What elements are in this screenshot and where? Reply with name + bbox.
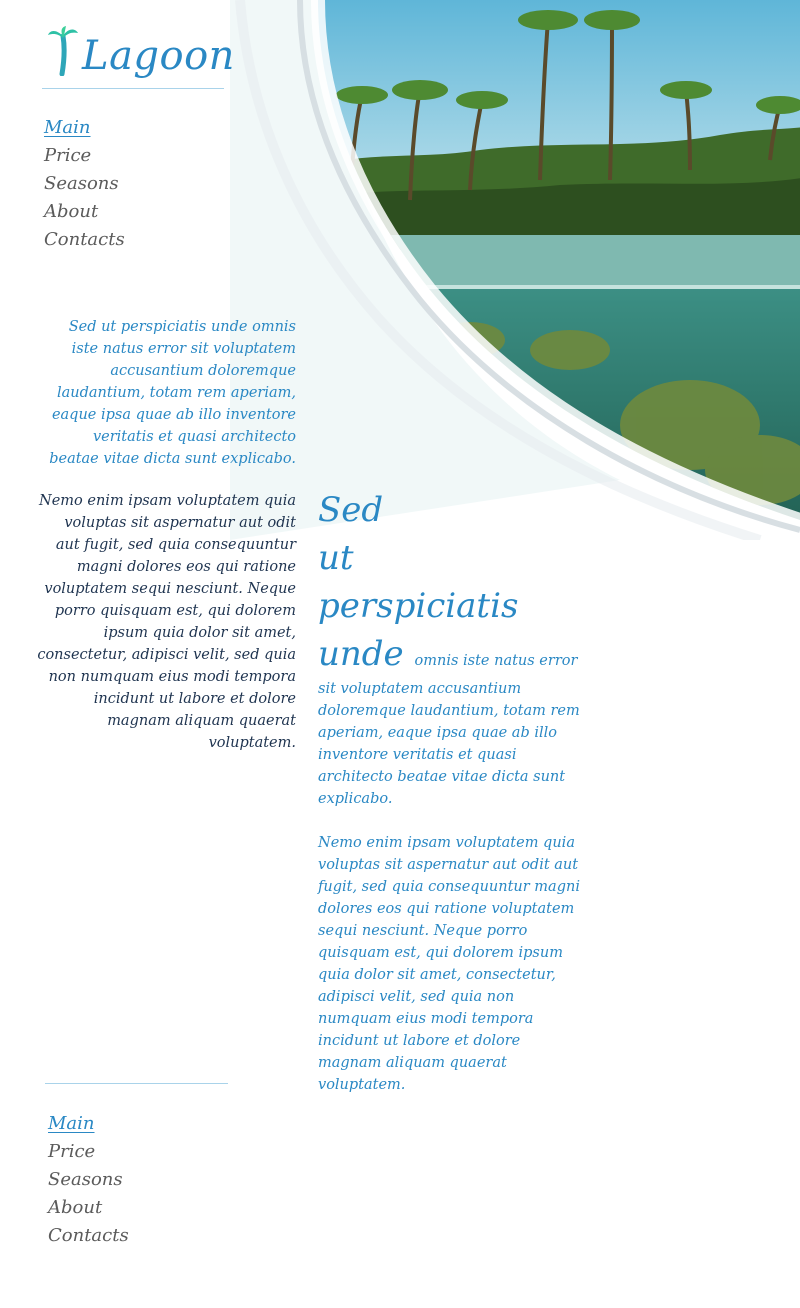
footer-divider: [45, 1083, 228, 1084]
brand-name: Lagoon: [82, 33, 235, 79]
left-column-text: Nemo enim ipsam voluptatem quia voluptas sit aspernatur aut odit aut fugit, sed quia consequuntur magni dolores eos qui ratione voluptatem sequi nesciunt. Neque porro quisquam est, qui dolorem ipsum quia dolor sit amet, consectetur, adipisci velit, sed quia non numquam eius modi tempora incidunt ut labore et dolore magnam aliquam quaerat voluptatem.: [37, 493, 296, 751]
header-divider: [42, 88, 224, 89]
palm-tree-icon: [46, 26, 80, 76]
article-lead: omnis iste natus error sit voluptatem accusantium doloremque laudantium, totam rem aperiam, eaque ipsa quae ab illo inventore veritatis et quasi architecto beatae vitae dicta sunt explicabo.: [318, 653, 580, 807]
top-navigation: [44, 114, 125, 254]
nav-item-contacts[interactable]: Contacts: [44, 229, 125, 250]
footer-nav-item-contacts[interactable]: Contacts: [48, 1225, 129, 1246]
footer-nav-item-price[interactable]: Price: [48, 1141, 96, 1162]
footer-nav-item-main[interactable]: Main: [48, 1113, 95, 1134]
article-paragraph: Nemo enim ipsam voluptatem quia voluptas sit aspernatur aut odit aut fugit, sed quia consequuntur magni dolores eos qui ratione voluptatem sequi nesciunt. Neque porro quisquam est, qui dolorem ipsum quia dolor sit amet, consectetur, adipisci velit, sed quia non numquam eius modi tempora incidunt ut labore et dolore magnam aliquam quaerat voluptatem.: [318, 835, 580, 1093]
footer-nav-item-about[interactable]: About: [48, 1197, 103, 1218]
brand-logo[interactable]: [46, 20, 235, 79]
footer-nav-item-seasons[interactable]: Seasons: [48, 1169, 123, 1190]
intro-text: Sed ut perspiciatis unde omnis iste natus error sit voluptatem accusantium doloremque laudantium, totam rem aperiam, eaque ipsa quae ab illo inventore veritatis et quasi architecto beatae vitae dicta sunt explicabo.: [49, 319, 296, 467]
nav-item-price[interactable]: Price: [44, 145, 92, 166]
nav-item-seasons[interactable]: Seasons: [44, 173, 119, 194]
article-heading: Sed ut perspiciatis unde: [318, 490, 519, 674]
nav-item-about[interactable]: About: [44, 201, 99, 222]
footer-navigation: [48, 1110, 129, 1250]
nav-item-main[interactable]: Main: [44, 117, 91, 138]
article: [318, 486, 580, 1096]
